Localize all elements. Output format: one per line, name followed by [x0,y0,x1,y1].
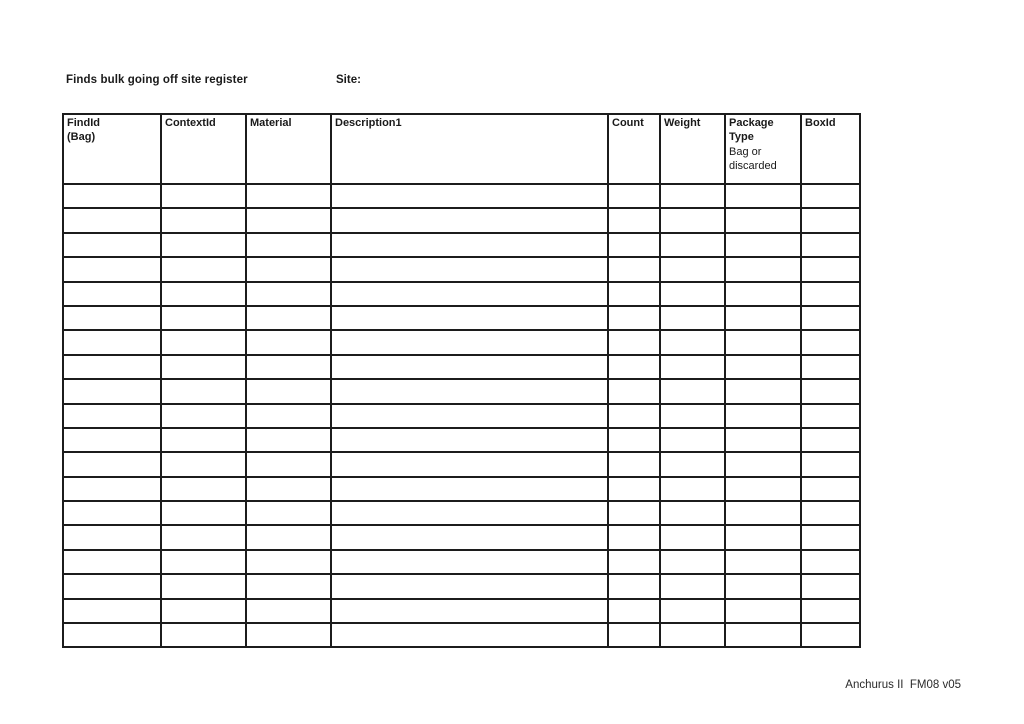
table-cell-count [608,306,660,330]
table-cell-findid [63,477,161,501]
table-cell-count [608,404,660,428]
table-cell-description1 [331,306,608,330]
table-cell-packagetype [725,623,801,647]
table-cell-findid [63,233,161,257]
table-cell-boxid [801,330,860,354]
table-cell-packagetype [725,282,801,306]
table-cell-packagetype [725,428,801,452]
table-cell-weight [660,404,725,428]
table-cell-material [246,330,331,354]
table-cell-count [608,525,660,549]
table-cell-findid [63,501,161,525]
table-cell-count [608,330,660,354]
table-cell-boxid [801,379,860,403]
column-header-contextid: ContextId [161,114,246,184]
table-cell-packagetype [725,208,801,232]
table-cell-contextid [161,574,246,598]
table-row [63,257,860,281]
table-cell-weight [660,208,725,232]
table-cell-boxid [801,623,860,647]
table-cell-material [246,501,331,525]
table-cell-packagetype [725,452,801,476]
table-cell-findid [63,599,161,623]
table-cell-material [246,233,331,257]
table-cell-contextid [161,330,246,354]
table-cell-count [608,574,660,598]
table-cell-weight [660,330,725,354]
table-cell-material [246,623,331,647]
table-row [63,525,860,549]
table-cell-count [608,355,660,379]
table-cell-material [246,574,331,598]
table-cell-boxid [801,404,860,428]
table-cell-weight [660,623,725,647]
table-cell-weight [660,379,725,403]
column-header-count: Count [608,114,660,184]
table-cell-description1 [331,525,608,549]
table-cell-contextid [161,477,246,501]
table-cell-packagetype [725,477,801,501]
table-cell-boxid [801,257,860,281]
table-cell-count [608,184,660,208]
table-cell-description1 [331,550,608,574]
table-cell-description1 [331,282,608,306]
form-footer: Anchurus II FM08 v05 [845,679,961,691]
table-row [63,428,860,452]
table-cell-contextid [161,379,246,403]
table-cell-findid [63,379,161,403]
table-cell-contextid [161,428,246,452]
table-cell-material [246,428,331,452]
table-cell-weight [660,233,725,257]
table-cell-count [608,599,660,623]
table-cell-contextid [161,452,246,476]
table-cell-description1 [331,208,608,232]
table-row [63,452,860,476]
table-cell-material [246,404,331,428]
table-cell-material [246,599,331,623]
table-cell-count [608,428,660,452]
table-cell-packagetype [725,404,801,428]
table-cell-material [246,550,331,574]
table-cell-description1 [331,404,608,428]
table-cell-contextid [161,501,246,525]
table-cell-contextid [161,599,246,623]
table-row [63,184,860,208]
table-cell-material [246,282,331,306]
table-row [63,550,860,574]
table-cell-boxid [801,355,860,379]
form-title: Finds bulk going off site register [66,74,248,86]
table-cell-packagetype [725,306,801,330]
table-cell-contextid [161,306,246,330]
table-cell-description1 [331,330,608,354]
column-header-boxid: BoxId [801,114,860,184]
table-cell-boxid [801,208,860,232]
table-cell-contextid [161,404,246,428]
table-cell-boxid [801,599,860,623]
table-cell-description1 [331,184,608,208]
table-cell-findid [63,452,161,476]
table-cell-boxid [801,550,860,574]
table-cell-findid [63,306,161,330]
table-row [63,306,860,330]
register-table [62,113,861,648]
table-cell-packagetype [725,330,801,354]
site-label: Site: [336,74,361,86]
table-cell-findid [63,330,161,354]
table-cell-packagetype [725,257,801,281]
table-cell-findid [63,355,161,379]
table-cell-material [246,208,331,232]
table-cell-findid [63,208,161,232]
table-cell-material [246,379,331,403]
table-cell-material [246,257,331,281]
table-cell-count [608,550,660,574]
table-cell-findid [63,550,161,574]
table-cell-count [608,452,660,476]
table-cell-count [608,623,660,647]
table-cell-boxid [801,282,860,306]
table-cell-packagetype [725,525,801,549]
table-row [63,233,860,257]
table-cell-weight [660,428,725,452]
table-cell-contextid [161,257,246,281]
table-cell-material [246,184,331,208]
table-row [63,477,860,501]
table-row [63,574,860,598]
table-cell-packagetype [725,233,801,257]
table-cell-boxid [801,184,860,208]
table-cell-description1 [331,233,608,257]
table-cell-weight [660,306,725,330]
table-cell-contextid [161,355,246,379]
table-cell-weight [660,257,725,281]
column-header-packagetype: Package Type Bag or discarded [725,114,801,184]
table-cell-material [246,306,331,330]
table-cell-boxid [801,477,860,501]
table-cell-contextid [161,208,246,232]
table-cell-boxid [801,233,860,257]
table-cell-findid [63,428,161,452]
table-cell-findid [63,282,161,306]
table-cell-material [246,525,331,549]
table-row [63,355,860,379]
table-row [63,404,860,428]
table-cell-description1 [331,257,608,281]
table-cell-weight [660,550,725,574]
table-cell-packagetype [725,501,801,525]
table-cell-boxid [801,452,860,476]
column-header-weight: Weight [660,114,725,184]
table-cell-boxid [801,306,860,330]
table-cell-description1 [331,599,608,623]
table-cell-boxid [801,525,860,549]
table-row [63,501,860,525]
table-cell-count [608,501,660,525]
table-cell-material [246,355,331,379]
table-cell-findid [63,184,161,208]
table-cell-count [608,379,660,403]
table-cell-weight [660,501,725,525]
table-cell-packagetype [725,599,801,623]
table-cell-description1 [331,355,608,379]
table-cell-description1 [331,379,608,403]
table-header-row [63,114,860,184]
table-cell-weight [660,574,725,598]
table-cell-contextid [161,550,246,574]
table-cell-boxid [801,501,860,525]
table-cell-weight [660,477,725,501]
table-cell-count [608,477,660,501]
table-cell-packagetype [725,574,801,598]
table-cell-description1 [331,477,608,501]
table-cell-material [246,452,331,476]
table-row [63,208,860,232]
table-cell-contextid [161,282,246,306]
table-cell-count [608,208,660,232]
table-cell-description1 [331,574,608,598]
table-cell-weight [660,184,725,208]
table-cell-contextid [161,623,246,647]
table-cell-contextid [161,233,246,257]
table-cell-description1 [331,623,608,647]
table-cell-findid [63,257,161,281]
column-header-findid: FindId (Bag) [63,114,161,184]
table-cell-packagetype [725,550,801,574]
table-row [63,330,860,354]
table-cell-findid [63,623,161,647]
table-row [63,623,860,647]
table-row [63,282,860,306]
table-cell-count [608,257,660,281]
table-cell-findid [63,525,161,549]
table-cell-packagetype [725,379,801,403]
table-cell-packagetype [725,184,801,208]
table-cell-description1 [331,452,608,476]
table-row [63,599,860,623]
table-cell-findid [63,574,161,598]
table-cell-material [246,477,331,501]
table-cell-weight [660,599,725,623]
table-cell-findid [63,404,161,428]
table-cell-count [608,282,660,306]
column-header-description1: Description1 [331,114,608,184]
table-cell-weight [660,452,725,476]
table-cell-boxid [801,574,860,598]
table-cell-contextid [161,525,246,549]
table-cell-weight [660,525,725,549]
table-cell-contextid [161,184,246,208]
table-cell-weight [660,355,725,379]
table-cell-description1 [331,428,608,452]
column-header-material: Material [246,114,331,184]
table-cell-boxid [801,428,860,452]
table-cell-description1 [331,501,608,525]
table-row [63,379,860,403]
table-cell-packagetype [725,355,801,379]
table-cell-weight [660,282,725,306]
table-cell-count [608,233,660,257]
